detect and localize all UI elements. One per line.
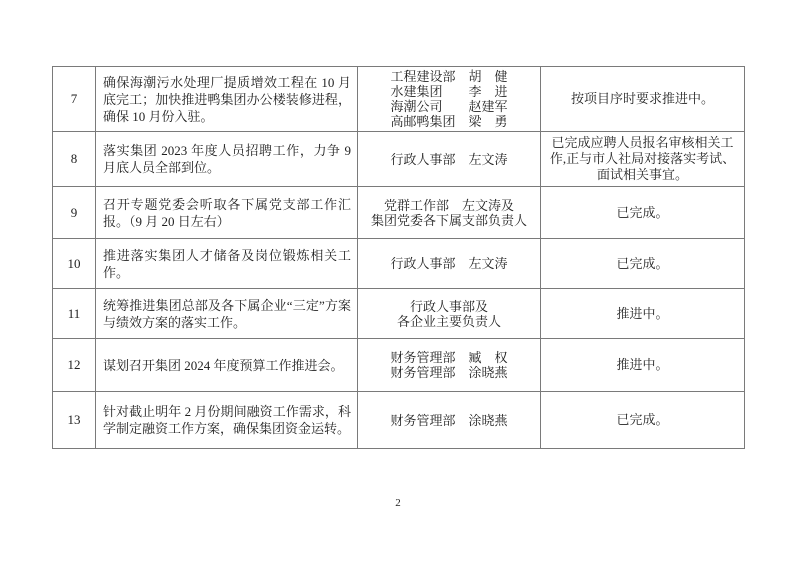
responsible-line: 行政人事部 左文涛 xyxy=(390,151,508,167)
status-cell: 推进中。 xyxy=(541,339,745,392)
table-row xyxy=(53,339,745,392)
page-number: 2 xyxy=(395,497,401,509)
responsible-line: 海潮公司 赵建军 xyxy=(390,99,508,114)
responsible-line: 集团党委各下属支部负责人 xyxy=(370,212,527,228)
responsible-line: 行政人事部 左文涛 xyxy=(390,256,508,271)
task-table xyxy=(52,66,745,449)
responsible-line: 财务管理部 臧 权 xyxy=(390,350,508,365)
status-cell: 已完成。 xyxy=(541,239,745,289)
responsible-line: 财务管理部 涂晓燕 xyxy=(390,365,508,380)
row-number-cell: 7 xyxy=(53,67,96,132)
status-cell: 已完成。 xyxy=(541,392,745,449)
row-number-cell: 13 xyxy=(53,392,96,449)
row-number-cell: 8 xyxy=(53,132,96,187)
table-row xyxy=(53,67,745,132)
responsible-cell xyxy=(358,67,541,132)
responsible-line: 水建集团 李 进 xyxy=(390,84,508,99)
responsible-cell xyxy=(358,339,541,392)
responsible-cell xyxy=(358,187,541,239)
row-number-cell: 9 xyxy=(53,187,96,239)
table-row xyxy=(53,239,745,289)
table-row xyxy=(53,392,745,449)
row-number-cell: 11 xyxy=(53,289,96,339)
task-cell: 确保海潮污水处理厂提质增效工程在 10 月底完工；加快推进鸭集团办公楼装修进程，确保 10 月份入驻。 xyxy=(96,67,358,132)
responsible-line: 各企业主要负责人 xyxy=(396,313,501,329)
task-cell: 召开专题党委会听取各下属党支部工作汇报。（9 月 20 日左右） xyxy=(96,187,358,239)
responsible-cell xyxy=(358,239,541,289)
responsible-line: 党群工作部 左文涛及 xyxy=(383,197,514,213)
row-number-cell: 10 xyxy=(53,239,96,289)
responsible-cell xyxy=(358,132,541,187)
responsible-line: 高邮鸭集团 梁 勇 xyxy=(390,114,508,129)
task-cell: 推进落实集团人才储备及岗位锻炼相关工作。 xyxy=(96,239,358,289)
row-number-cell: 12 xyxy=(53,339,96,392)
task-cell: 谋划召开集团 2024 年度预算工作推进会。 xyxy=(96,339,358,392)
status-cell: 已完成。 xyxy=(541,187,745,239)
responsible-cell xyxy=(358,392,541,449)
status-cell: 按项目序时要求推进中。 xyxy=(541,67,745,132)
responsible-cell xyxy=(358,289,541,339)
status-cell: 推进中。 xyxy=(541,289,745,339)
responsible-line: 行政人事部及 xyxy=(409,298,488,314)
table-row xyxy=(53,132,745,187)
task-cell: 落实集团 2023 年度人员招聘工作，力争 9 月底人员全部到位。 xyxy=(96,132,358,187)
table-row xyxy=(53,187,745,239)
responsible-line: 工程建设部 胡 健 xyxy=(390,69,508,84)
table-row xyxy=(53,289,745,339)
task-cell: 统筹推进集团总部及各下属企业“三定”方案与绩效方案的落实工作。 xyxy=(96,289,358,339)
status-cell: 已完成应聘人员报名审核相关工作,正与市人社局对接落实考试、面试相关事宜。 xyxy=(541,132,745,187)
responsible-line: 财务管理部 涂晓燕 xyxy=(390,412,508,428)
task-cell: 针对截止明年 2 月份期间融资工作需求，科学制定融资工作方案，确保集团资金运转。 xyxy=(96,392,358,449)
